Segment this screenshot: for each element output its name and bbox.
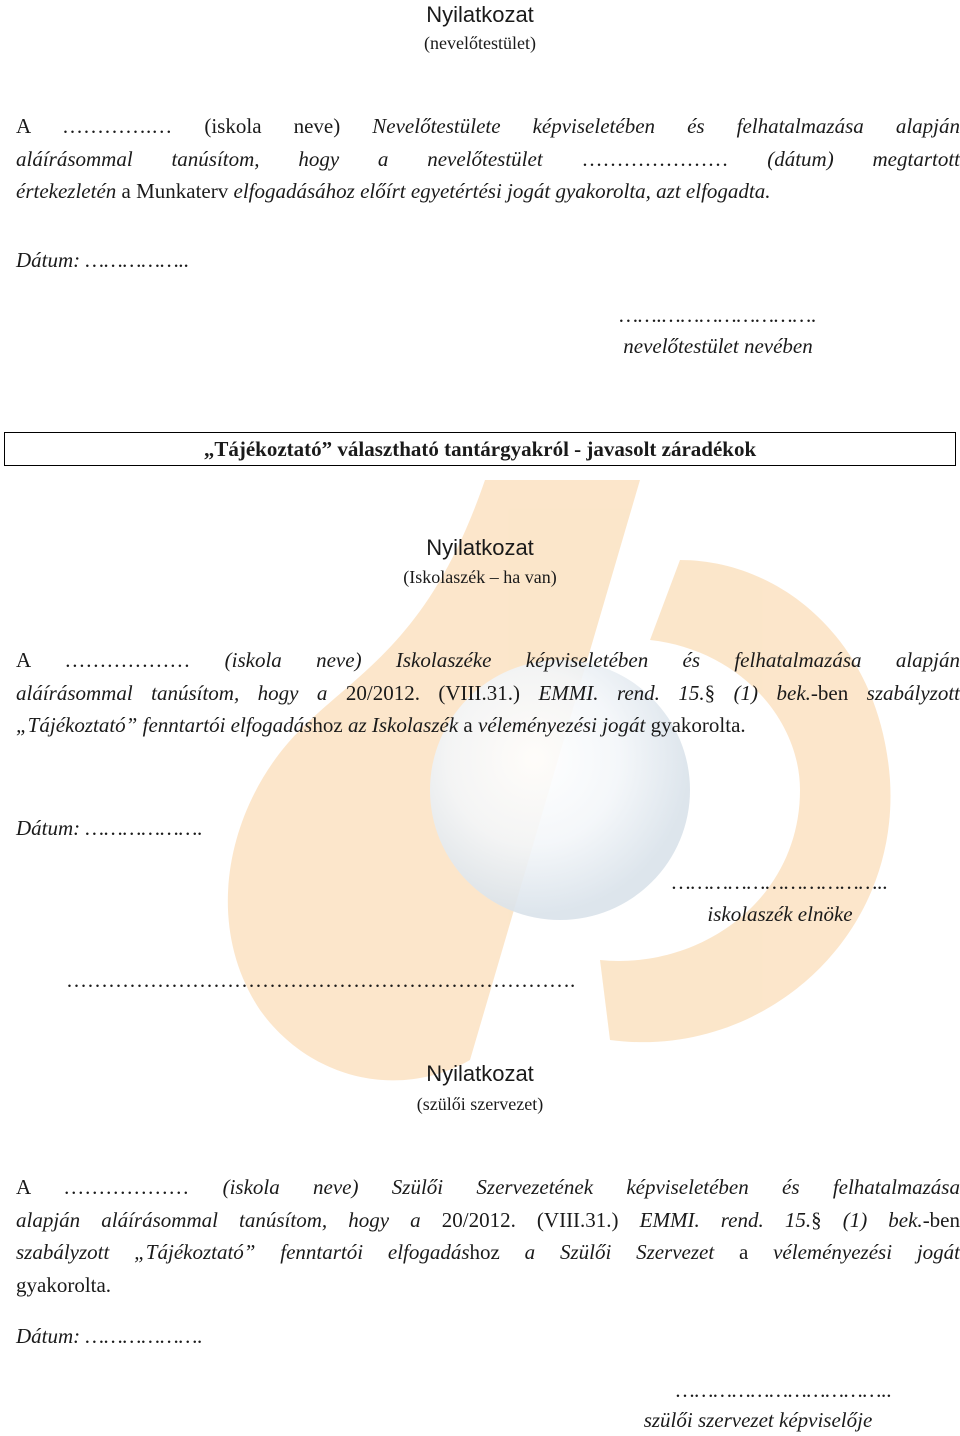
section2-subtitle: (Iskolaszék – ha van) [403, 567, 557, 587]
text-run: a [463, 713, 478, 737]
paragraph-line [16, 175, 960, 208]
text-run: gyakorolta. [650, 713, 746, 737]
text-run: A ……………… [16, 648, 225, 672]
text-run: alapján aláírásommal tanúsítom, hogy a [16, 1207, 442, 1232]
text-run: értekezletén [16, 179, 122, 203]
text-run: elfogadásához előírt egyetértési jogát gyakorolta, azt elfogadta. [233, 179, 771, 203]
section3-date: Dátum: ………………. [16, 1324, 203, 1348]
paragraph-line [16, 1171, 960, 1204]
section2-title: Nyilatkozat [426, 535, 534, 560]
paragraph-line [16, 644, 960, 677]
text-run: A ………….… [16, 114, 205, 138]
text-run: (iskola neve) Szülői Szervezetének képviseletében és felhatalmazása [222, 1175, 960, 1199]
text-run: aláírásommal tanúsítom, hogy a [16, 680, 346, 705]
text-run: hoz [312, 713, 348, 737]
text-run: 20/2012. (VIII.31.) [441, 1207, 640, 1232]
text-run: -ben [810, 680, 867, 705]
text-run: véleményezési jogát [773, 1240, 960, 1264]
text-run: § [704, 680, 716, 705]
text-run: (dátum) megtartott [767, 146, 960, 171]
section1-signature-label: nevelőtestület nevében [623, 334, 813, 358]
section1-signature-line: …….……………………. [619, 303, 817, 327]
text-run: A ……………… [16, 1175, 223, 1199]
text-run: véleményezési jogát [478, 713, 651, 737]
text-run: (iskola neve) [204, 114, 373, 138]
text-run: ………………… [581, 146, 768, 171]
text-run: a [739, 1240, 774, 1264]
text-run: (iskola neve) Iskolaszéke képviseletében és felhatalmazása alapján [224, 648, 960, 672]
section3-paragraph [16, 1171, 960, 1301]
info-heading-box: „Tájékoztató” választható tantárgyakról - javasolt záradékok [4, 432, 956, 466]
text-run: 20/2012. (VIII.31.) [345, 680, 539, 705]
section2-signature-line: …………………………….. [672, 870, 888, 894]
section3-subtitle: (szülői szervezet) [416, 1094, 544, 1114]
paragraph-line [16, 110, 960, 143]
paragraph-line [16, 709, 960, 742]
text-run: szabályzott „Tájékoztató” fenntartói elfogadás [16, 1240, 470, 1264]
section2-date: Dátum: ………………. [16, 816, 203, 840]
text-run: a Munkaterv [121, 179, 234, 203]
section1-subtitle: (nevelőtestület) [424, 33, 536, 53]
section3-signature-label: szülői szervezet képviselője [643, 1408, 873, 1432]
paragraph-line [16, 1269, 960, 1302]
text-run: EMMI. rend. 15. [639, 1207, 812, 1232]
text-run: az Iskolaszék [347, 713, 464, 737]
section1-date: Dátum: …………….. [16, 248, 190, 272]
text-run: (1) bek. [821, 1207, 923, 1232]
paragraph-line [16, 1204, 960, 1237]
section3-title: Nyilatkozat [426, 1061, 534, 1086]
text-run: (1) bek. [715, 680, 811, 705]
text-run: aláírásommal tanúsítom, hogy a nevelőtestület [16, 146, 582, 171]
text-run: a Szülői Szervezet [524, 1240, 739, 1264]
section-separator: ………………………………………………………………. [66, 968, 576, 992]
text-run: EMMI. rend. 15. [538, 680, 705, 705]
text-run: -ben [922, 1207, 960, 1232]
text-run: gyakorolta. [16, 1272, 112, 1297]
section3-signature-line: …………………………….. [676, 1378, 892, 1402]
text-run: hoz [469, 1240, 525, 1264]
paragraph-line [16, 1236, 960, 1269]
text-run: szabályzott [866, 680, 960, 705]
paragraph-line [16, 143, 960, 176]
section2-paragraph [16, 644, 960, 742]
text-run: „Tájékoztató” fenntartói elfogadás [16, 713, 313, 737]
text-run: Nevelőtestülete képviseletében és felhatalmazása alapján [372, 114, 960, 138]
section1-paragraph [16, 110, 960, 208]
text-run: § [811, 1207, 822, 1232]
section1-title: Nyilatkozat [426, 2, 534, 27]
section2-signature-label: iskolaszék elnöke [707, 902, 853, 926]
paragraph-line [16, 677, 960, 710]
